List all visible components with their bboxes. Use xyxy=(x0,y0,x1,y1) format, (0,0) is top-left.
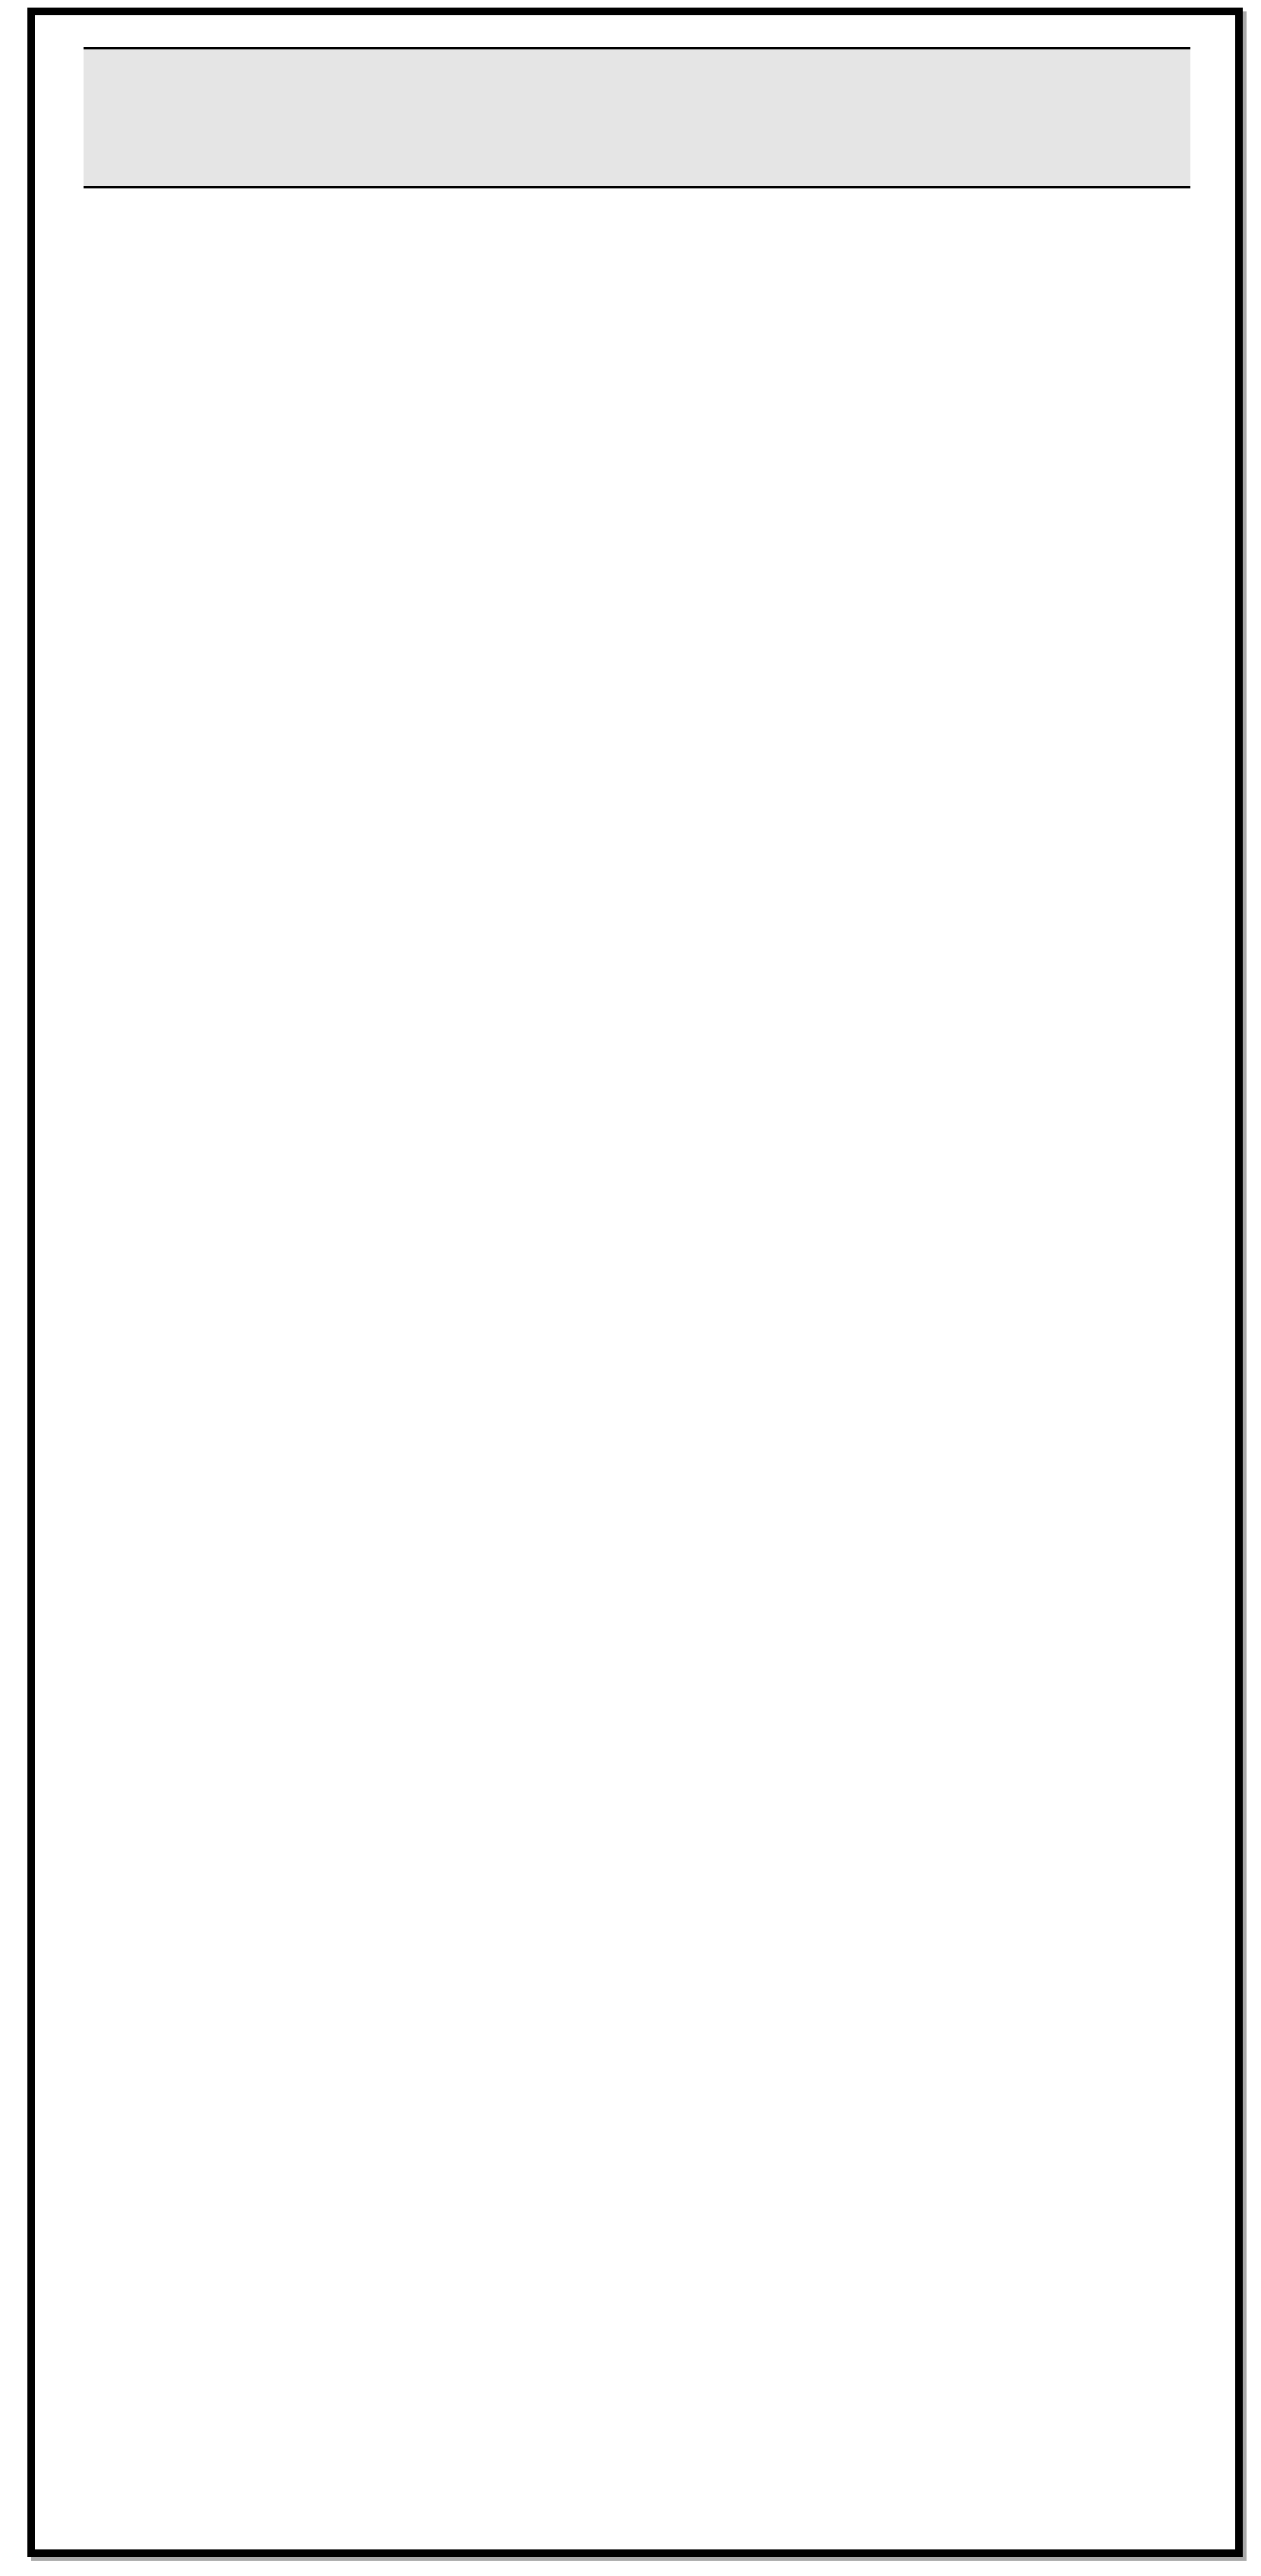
top-spacer xyxy=(35,15,1235,45)
likert-header-row xyxy=(35,188,1235,193)
matrix-bottom-spacer xyxy=(35,207,1235,245)
page-border-frame xyxy=(27,8,1243,2557)
instruction-banner xyxy=(84,47,1190,188)
